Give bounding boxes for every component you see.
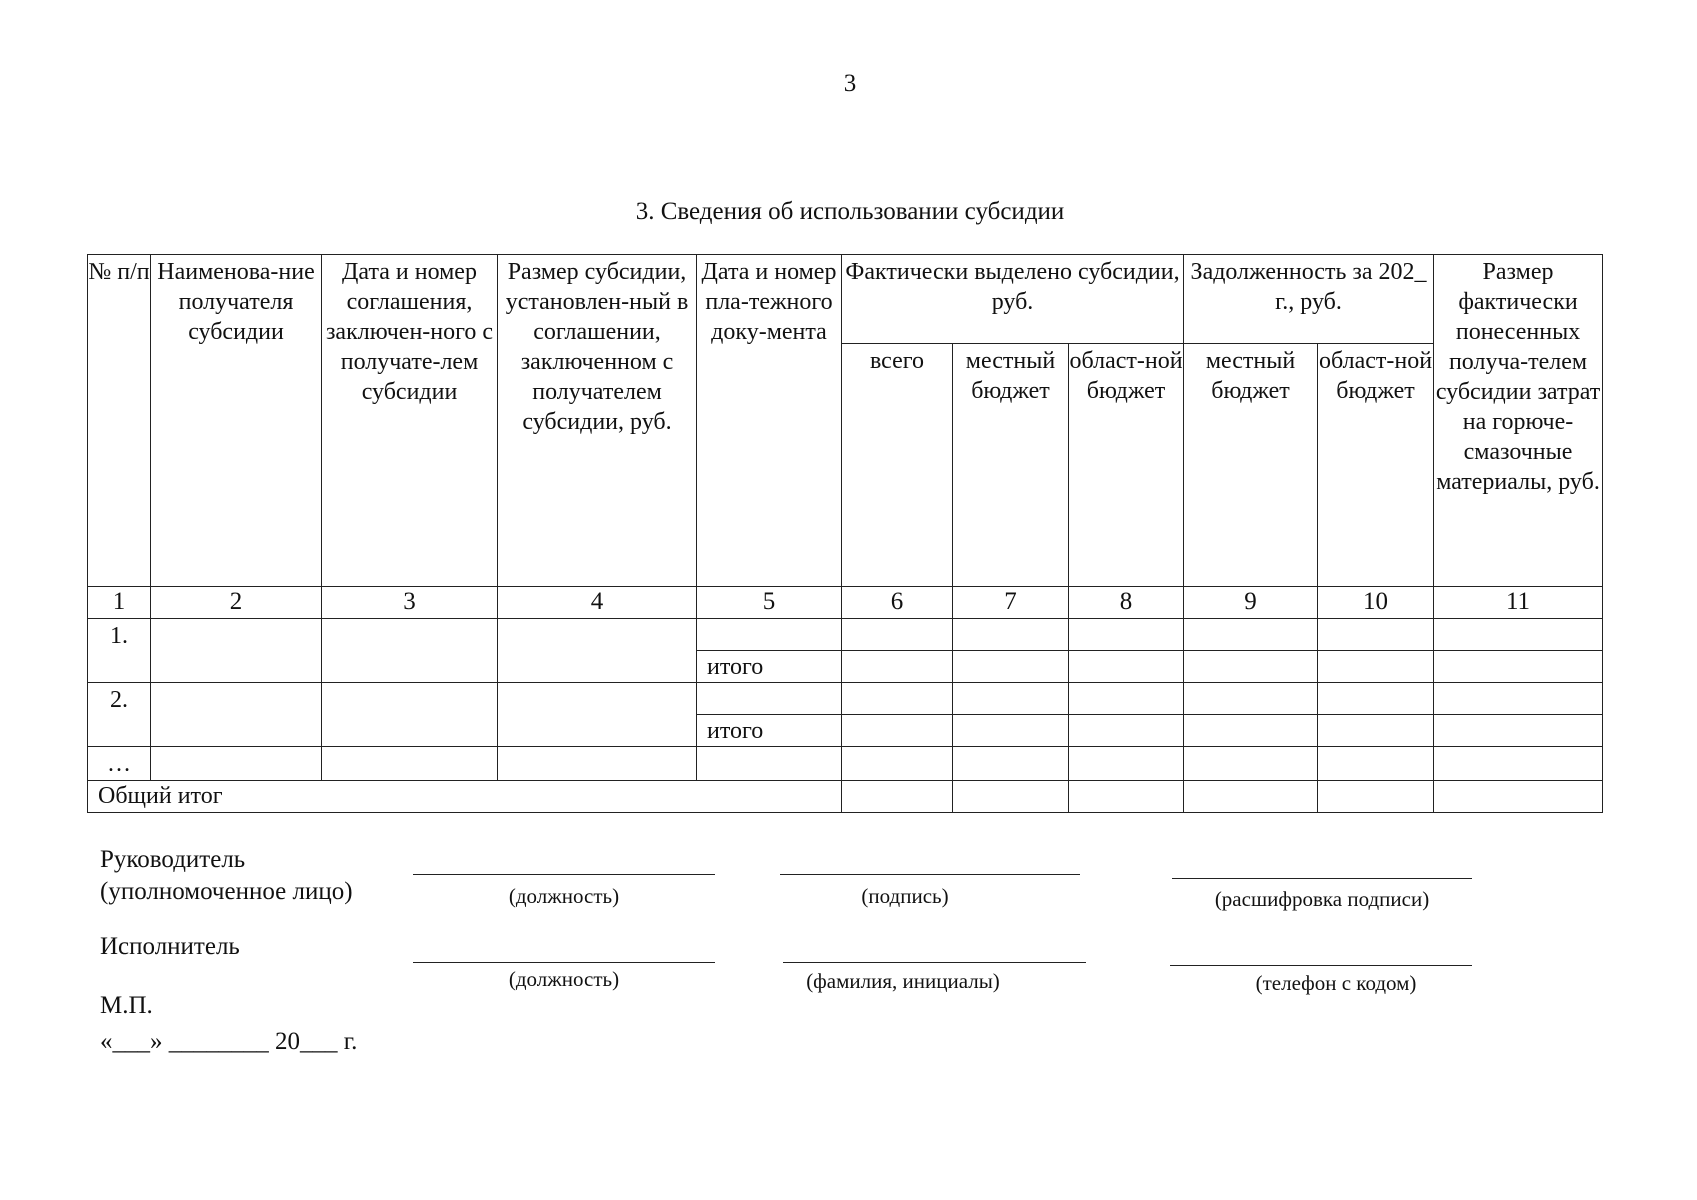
head-position-line[interactable] bbox=[413, 874, 715, 875]
column-number: 5 bbox=[697, 587, 842, 619]
head-label: Руководитель bbox=[100, 846, 246, 873]
header-debt-regional-budget: област-ной бюджет bbox=[1318, 344, 1434, 587]
table-cell[interactable] bbox=[1184, 781, 1318, 813]
caption-signature-decoding: (расшифровка подписи) bbox=[1214, 887, 1430, 911]
caption-executor-name: (фамилия, инициалы) bbox=[806, 969, 1000, 993]
table-cell[interactable] bbox=[1069, 651, 1184, 683]
table-cell[interactable] bbox=[842, 619, 953, 651]
column-number: 3 bbox=[322, 587, 498, 619]
table-cell[interactable] bbox=[1069, 715, 1184, 747]
table-cell[interactable] bbox=[498, 619, 697, 683]
table-cell[interactable] bbox=[498, 683, 697, 747]
table-cell[interactable] bbox=[953, 683, 1069, 715]
header-debt: Задолженность за 202_ г., руб. bbox=[1184, 255, 1434, 344]
caption-position: (должность) bbox=[508, 884, 620, 908]
header-local-budget: местный бюджет bbox=[953, 344, 1069, 587]
table-cell[interactable] bbox=[953, 619, 1069, 651]
table-row bbox=[88, 683, 1603, 715]
row-number: … bbox=[88, 747, 151, 781]
column-number-row bbox=[88, 587, 1603, 619]
table-cell[interactable] bbox=[842, 683, 953, 715]
column-number: 4 bbox=[498, 587, 697, 619]
table-cell[interactable] bbox=[1318, 715, 1434, 747]
table-cell[interactable] bbox=[1069, 747, 1184, 781]
date-line: «___» ________ 20___ г. bbox=[100, 1028, 358, 1055]
column-number: 9 bbox=[1184, 587, 1318, 619]
header-payment-document: Дата и номер пла-тежного доку-мента bbox=[697, 255, 842, 587]
column-number: 6 bbox=[842, 587, 953, 619]
column-number: 7 bbox=[953, 587, 1069, 619]
table-cell[interactable] bbox=[1069, 619, 1184, 651]
executor-name-line[interactable] bbox=[783, 962, 1086, 963]
table-cell[interactable] bbox=[1184, 747, 1318, 781]
table-cell[interactable] bbox=[151, 747, 322, 781]
table-row bbox=[88, 747, 1603, 781]
head-name-line[interactable] bbox=[1172, 878, 1472, 879]
table-cell[interactable] bbox=[322, 683, 498, 747]
header-total: всего bbox=[842, 344, 953, 587]
table-cell[interactable] bbox=[842, 715, 953, 747]
table-cell[interactable] bbox=[1184, 651, 1318, 683]
table-cell[interactable] bbox=[498, 747, 697, 781]
executor-phone-line[interactable] bbox=[1170, 965, 1472, 966]
column-number: 11 bbox=[1434, 587, 1603, 619]
table-cell[interactable] bbox=[953, 715, 1069, 747]
subtotal-label: итого bbox=[697, 715, 842, 747]
section-title: 3. Сведения об использовании субсидии bbox=[635, 198, 1065, 225]
table-cell[interactable] bbox=[322, 619, 498, 683]
table-cell[interactable] bbox=[1184, 715, 1318, 747]
table-row bbox=[88, 619, 1603, 651]
column-number: 8 bbox=[1069, 587, 1184, 619]
executor-position-line[interactable] bbox=[413, 962, 715, 963]
table-cell[interactable] bbox=[953, 651, 1069, 683]
table-cell[interactable] bbox=[1184, 619, 1318, 651]
row-number: 1. bbox=[88, 619, 151, 683]
table-cell[interactable] bbox=[842, 781, 953, 813]
table-cell[interactable] bbox=[842, 747, 953, 781]
header-fuel-costs: Размер фактически понесенных получа-телем субсидии затрат на горюче-смазочные материалы, руб. bbox=[1434, 255, 1603, 587]
caption-executor-phone: (телефон с кодом) bbox=[1255, 971, 1417, 995]
table-cell[interactable] bbox=[1069, 781, 1184, 813]
header-debt-local-budget: местный бюджет bbox=[1184, 344, 1318, 587]
table-cell[interactable] bbox=[842, 651, 953, 683]
table-cell[interactable] bbox=[151, 683, 322, 747]
table-cell[interactable] bbox=[1318, 781, 1434, 813]
table-cell[interactable] bbox=[1434, 683, 1603, 715]
table-cell[interactable] bbox=[1318, 651, 1434, 683]
table-cell[interactable] bbox=[1184, 683, 1318, 715]
column-number: 2 bbox=[151, 587, 322, 619]
grand-total-label: Общий итог bbox=[88, 781, 842, 813]
grand-total-row bbox=[88, 781, 1603, 813]
head-label-authorized: (уполномоченное лицо) bbox=[100, 878, 353, 905]
subtotal-label: итого bbox=[697, 651, 842, 683]
column-number: 1 bbox=[88, 587, 151, 619]
table-cell[interactable] bbox=[1318, 683, 1434, 715]
table-cell[interactable] bbox=[1069, 683, 1184, 715]
column-number: 10 bbox=[1318, 587, 1434, 619]
table-cell[interactable] bbox=[1434, 747, 1603, 781]
header-regional-budget: област-ной бюджет bbox=[1069, 344, 1184, 587]
executor-label: Исполнитель bbox=[100, 933, 240, 960]
page-number: 3 bbox=[843, 70, 857, 97]
head-signature-line[interactable] bbox=[780, 874, 1080, 875]
table-cell[interactable] bbox=[151, 619, 322, 683]
table-cell[interactable] bbox=[1434, 781, 1603, 813]
header-recipient-name: Наименова-ние получателя субсидии bbox=[151, 255, 322, 587]
table-cell[interactable] bbox=[1434, 651, 1603, 683]
caption-executor-position: (должность) bbox=[508, 967, 620, 991]
stamp-label: М.П. bbox=[100, 992, 153, 1019]
header-agreement-date-number: Дата и номер соглашения, заключен-ного с получате-лем субсидии bbox=[322, 255, 498, 587]
header-row-number: № п/п bbox=[88, 255, 151, 587]
table-cell[interactable] bbox=[1434, 715, 1603, 747]
subsidy-usage-table bbox=[87, 254, 1603, 813]
table-cell[interactable] bbox=[322, 747, 498, 781]
header-subsidy-amount: Размер субсидии, установлен-ный в соглашении, заключенном с получателем субсидии, руб. bbox=[498, 255, 697, 587]
table-cell[interactable] bbox=[953, 781, 1069, 813]
caption-signature: (подпись) bbox=[861, 884, 949, 908]
header-actually-allocated: Фактически выделено субсидии, руб. bbox=[842, 255, 1184, 344]
table-cell[interactable] bbox=[1434, 619, 1603, 651]
row-number: 2. bbox=[88, 683, 151, 747]
table-cell[interactable] bbox=[697, 747, 842, 781]
table-cell[interactable] bbox=[953, 747, 1069, 781]
table-cell[interactable] bbox=[1318, 619, 1434, 651]
table-cell[interactable] bbox=[697, 619, 842, 651]
table-cell[interactable] bbox=[1318, 747, 1434, 781]
table-cell[interactable] bbox=[697, 683, 842, 715]
